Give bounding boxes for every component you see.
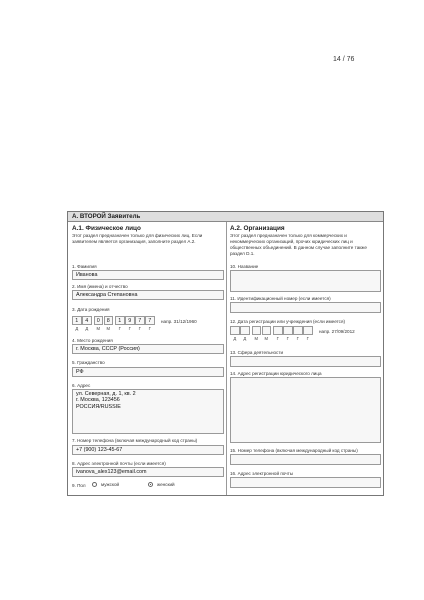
date-format-letter: М: [96, 326, 100, 331]
citizenship-field[interactable]: РФ: [72, 367, 224, 377]
birth-date-digit[interactable]: 0: [94, 316, 104, 325]
phone-label: 7. Номер телефона (включая международный код страны): [72, 438, 198, 443]
date-format-letter: Д: [243, 336, 247, 341]
citizenship-label: 5. Гражданство: [72, 360, 105, 365]
legal-address-field[interactable]: [230, 377, 381, 443]
date-format-letter: Г: [306, 336, 309, 341]
reg-date-example: напр. 27/09/2012: [319, 329, 355, 334]
date-format-letter: Г: [286, 336, 289, 341]
email-field[interactable]: ivanova_alex123@email.com: [72, 467, 224, 477]
female-label: женский: [157, 482, 175, 487]
section-a1-heading: A.1. Физическое лицо: [72, 225, 141, 232]
section-a2-description: Этот раздел предназначен только для коммерческих и некоммерческих организаций, прочих юридических лиц и общественных объединений. В данном случае заполните также раздел D.1.: [230, 233, 367, 257]
sex-option-female[interactable]: [148, 482, 175, 487]
reg-date-digit[interactable]: [303, 326, 313, 335]
applicant-form: [67, 211, 384, 496]
org-name-label: 10. Название: [230, 264, 259, 269]
reg-date-digit[interactable]: [262, 326, 272, 335]
org-email-label: 16. Адрес электронной почты: [230, 471, 294, 476]
org-phone-field[interactable]: [230, 454, 381, 465]
date-format-letter: Г: [118, 326, 121, 331]
birth-date-format: [72, 326, 155, 331]
reg-date-digit[interactable]: [230, 326, 240, 335]
org-email-field[interactable]: [230, 477, 381, 488]
date-format-letter: М: [254, 336, 258, 341]
birth-date-digit[interactable]: 1: [115, 316, 125, 325]
column-divider: [226, 222, 227, 495]
reg-date-digit[interactable]: [273, 326, 283, 335]
birth-place-label: 4. Место рождения: [72, 338, 113, 343]
address-field[interactable]: ул. Северная, д. 1, кв. 2 г. Москва, 123456 РОССИЯ/RUSSIE: [72, 389, 224, 434]
reg-date-digit[interactable]: [252, 326, 262, 335]
birth-date-example: напр. 31/12/1960: [161, 319, 197, 324]
birth-date-digit[interactable]: 1: [72, 316, 82, 325]
surname-label: 1. Фамилия: [72, 264, 97, 269]
date-format-letter: Д: [85, 326, 89, 331]
sex-option-male[interactable]: [92, 482, 119, 487]
birth-date-digit[interactable]: 7: [135, 316, 145, 325]
date-format-letter: Г: [148, 326, 151, 331]
date-format-letter: Г: [128, 326, 131, 331]
reg-date-digit[interactable]: [293, 326, 303, 335]
address-label: 6. Адрес: [72, 383, 91, 388]
birth-date-digit[interactable]: 9: [125, 316, 135, 325]
email-label: 8. Адрес электронной почты (если имеется): [72, 461, 166, 466]
surname-field[interactable]: Иванова: [72, 270, 224, 280]
sex-label: 9. Пол: [72, 483, 86, 488]
given-names-label: 2. Имя (имена) и отчество: [72, 284, 128, 289]
birth-date-digit[interactable]: 8: [104, 316, 114, 325]
date-format-letter: Г: [276, 336, 279, 341]
reg-date-format: [230, 336, 313, 341]
radio-male[interactable]: [92, 482, 97, 487]
male-label: мужской: [101, 482, 120, 487]
radio-female[interactable]: [148, 482, 153, 487]
activity-label: 13. Сфера деятельности: [230, 350, 284, 355]
date-format-letter: М: [264, 336, 268, 341]
org-phone-label: 15. Номер телефона (включая международный код страны): [230, 448, 358, 453]
page-number: 14 / 76: [333, 56, 355, 63]
reg-date-digit[interactable]: [240, 326, 250, 335]
given-names-field[interactable]: Александра Степановна: [72, 290, 224, 300]
section-a2-heading: A.2. Организация: [230, 225, 285, 232]
org-id-label: 11. Идентификационный номер (если имеется): [230, 296, 331, 301]
org-id-field[interactable]: [230, 302, 381, 313]
birth-date-label: 3. Дата рождения: [72, 307, 110, 312]
date-format-letter: М: [106, 326, 110, 331]
birth-date-field[interactable]: [72, 316, 155, 325]
section-a1-description: Этот раздел предназначен только для физических лиц. Если заявителем является организация, заполните раздел A.2.: [72, 233, 203, 245]
date-format-letter: Г: [296, 336, 299, 341]
reg-date-digit[interactable]: [283, 326, 293, 335]
phone-field[interactable]: +7 (900) 123-45-67: [72, 445, 224, 455]
date-format-letter: Д: [233, 336, 237, 341]
date-format-letter: Д: [75, 326, 79, 331]
form-title: A. ВТОРОЙ Заявитель: [68, 212, 383, 222]
reg-date-field[interactable]: [230, 326, 313, 335]
legal-address-label: 14. Адрес регистрации юридического лица: [230, 371, 322, 376]
birth-place-field[interactable]: г. Москва, СССР (Россия): [72, 344, 224, 354]
birth-date-digit[interactable]: 7: [145, 316, 155, 325]
date-format-letter: Г: [138, 326, 141, 331]
activity-field[interactable]: [230, 356, 381, 367]
reg-date-label: 12. Дата регистрации или учреждения (если имеется): [230, 319, 345, 324]
birth-date-digit[interactable]: 4: [82, 316, 92, 325]
org-name-field[interactable]: [230, 270, 381, 292]
